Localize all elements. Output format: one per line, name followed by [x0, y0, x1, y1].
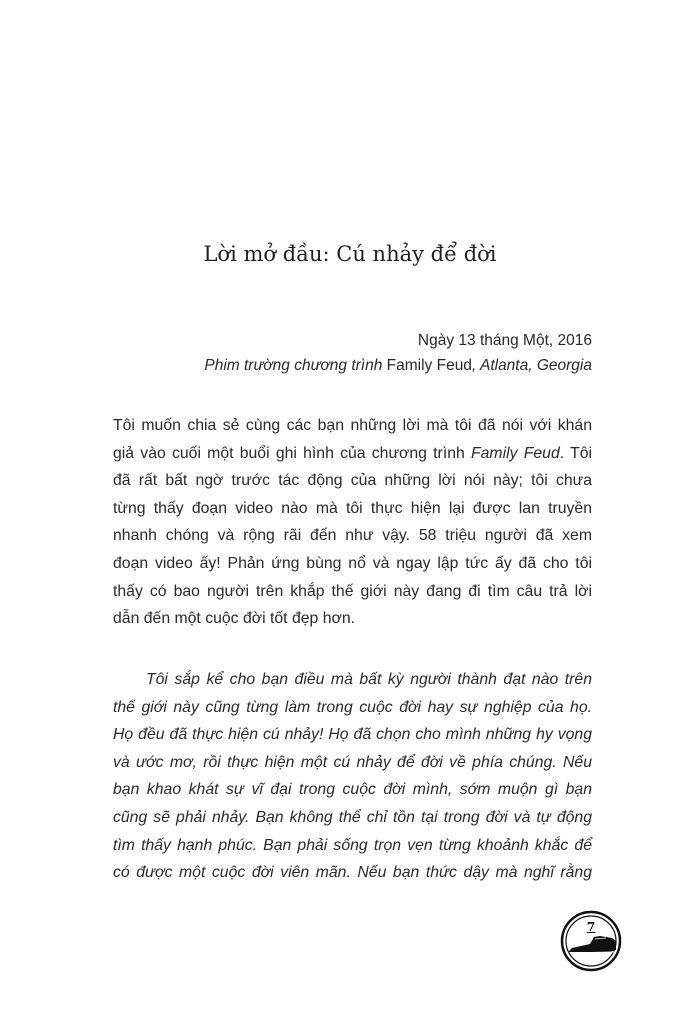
chapter-title: Lời mở đầu: Cú nhảy để đời: [203, 242, 497, 266]
text-line: Tôi sắp kể cho bạn điều mà bất kỳ người thành đạt nào trên: [146, 671, 592, 688]
dateline-place: [204, 357, 592, 375]
text-span: . Tôi: [559, 444, 592, 462]
text-line: cũng sẽ phải nhảy. Bạn không thể chỉ tồn tại trong đời và tự động: [113, 808, 592, 826]
text-line: đã rất bất ngờ trước tác động của những lời nói này; tôi chưa: [113, 472, 592, 490]
text-line: và ước mơ, rồi thực hiện một cú nhảy để đời về phía chúng. Nếu: [113, 753, 592, 771]
text-line: thấy có bao người trên khắp thế giới này đang đi tìm câu trả lời: [113, 582, 592, 600]
text-line: Họ đều đã thực hiện cú nhảy! Họ đã chọn cho mình những hy vọng: [113, 726, 592, 744]
text-line: đoạn video ấy! Phản ứng bùng nổ và ngay lập tức ấy đã cho tôi: [113, 554, 592, 572]
text-line: bạn khao khát sự vĩ đại trong cuộc đời mình, sớm muộn gì bạn: [113, 781, 592, 799]
text-line: dẫn đến một cuộc đời tốt đẹp hơn.: [113, 610, 356, 628]
page-number: 7: [586, 920, 596, 934]
show-name-italic: Family Feud: [471, 444, 560, 462]
text-line: tìm thấy hạnh phúc. Bạn phải sống trọn vẹn từng khoảnh khắc để: [113, 836, 592, 854]
text-line: Tôi muốn chia sẻ cùng các bạn những lời mà tôi đã nói với khán: [113, 417, 592, 434]
place-prefix: Phim trường chương trình: [204, 357, 383, 374]
text-span: giả vào cuối một buổi ghi hình của chương trình: [113, 444, 465, 462]
paragraph-2: [113, 666, 592, 887]
text-line: từng thấy đoạn video nào mà tôi thực hiện lại được lan truyền: [113, 499, 592, 517]
paragraph-1: [113, 412, 592, 633]
text-line: nhanh chóng và rộng rãi đến như vậy. 58 triệu người đã xem: [113, 527, 592, 545]
page-number-badge: [560, 910, 622, 972]
text-line: thế giới này cũng từng làm trong cuộc đời hay sự nghiệp của họ.: [113, 698, 592, 716]
text-line: [113, 440, 592, 468]
place-suffix: , Atlanta, Georgia: [471, 357, 592, 374]
show-name: Family Feud: [386, 357, 472, 374]
text-line: có được một cuộc đời viên mãn. Nếu bạn thức dậy mà nghĩ rằng: [113, 864, 592, 882]
dateline-date: Ngày 13 tháng Một, 2016: [417, 332, 592, 349]
